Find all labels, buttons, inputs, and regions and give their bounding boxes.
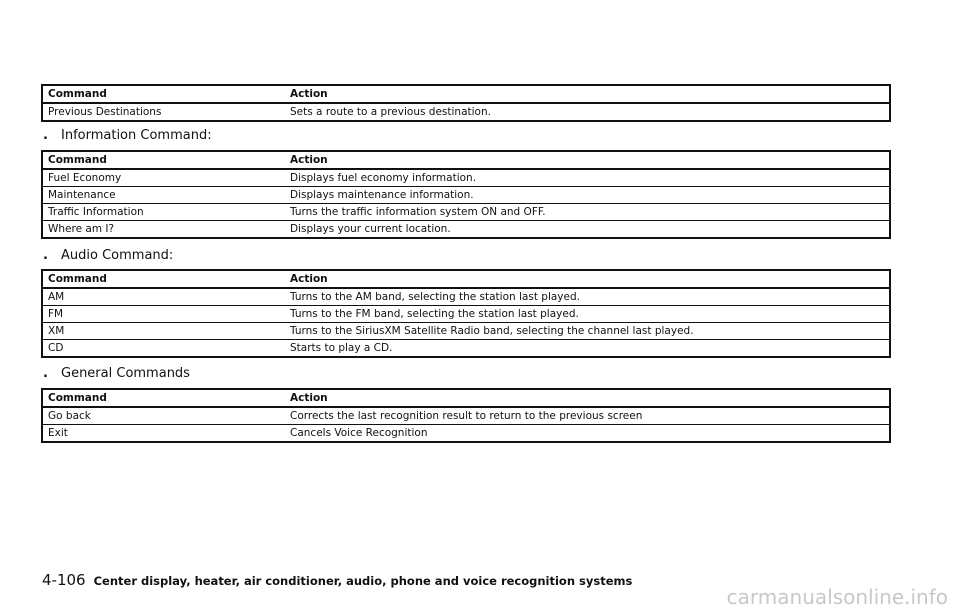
page-footer xyxy=(42,571,632,589)
table-row xyxy=(42,204,890,221)
general-commands-heading xyxy=(43,366,190,382)
table-row xyxy=(42,221,890,239)
action-cell: Turns to the FM band, selecting the station last played. xyxy=(285,306,890,323)
command-cell: Exit xyxy=(48,427,68,439)
information-command-heading xyxy=(43,128,212,144)
heading-text: General Commands xyxy=(61,366,190,381)
table-row xyxy=(42,288,890,306)
action-cell: Turns to the AM band, selecting the station last played. xyxy=(285,288,890,306)
command-cell: Maintenance xyxy=(42,187,285,204)
command-cell: FM xyxy=(42,306,285,323)
watermark: carmanualsonline.info xyxy=(726,585,948,609)
command-cell: AM xyxy=(42,288,285,306)
table-header-row xyxy=(42,270,890,288)
column-header-command: Command xyxy=(42,151,285,169)
action-cell: Turns to the SiriusXM Satellite Radio band, selecting the channel last played. xyxy=(285,323,890,340)
action-cell: Starts to play a CD. xyxy=(290,342,393,354)
section-title: Center display, heater, air conditioner, audio, phone and voice recognition systems xyxy=(93,574,633,588)
heading-text: Audio Command: xyxy=(61,248,174,263)
table-header-row xyxy=(42,85,890,103)
column-header-command: Command xyxy=(42,270,285,288)
command-cell: Previous Destinations xyxy=(48,106,162,118)
bullet-icon: . xyxy=(43,248,48,263)
table-row xyxy=(42,340,890,358)
action-cell: Turns the traffic information system ON and OFF. xyxy=(285,204,890,221)
command-cell: CD xyxy=(48,342,64,354)
table-row xyxy=(42,187,890,204)
page-number: 4-106 xyxy=(42,571,86,589)
action-cell: Displays maintenance information. xyxy=(285,187,890,204)
column-header-action: Action xyxy=(285,389,890,407)
command-cell: Where am I? xyxy=(48,223,115,235)
bullet-icon: . xyxy=(43,366,48,381)
bullet-icon: . xyxy=(43,128,48,143)
command-cell: Go back xyxy=(42,407,285,425)
audio-command-heading xyxy=(43,248,173,264)
column-header-command: Command xyxy=(42,389,285,407)
previous-destinations-table xyxy=(41,84,891,122)
table-row xyxy=(42,425,890,443)
table-row xyxy=(42,103,890,121)
general-commands-table xyxy=(41,388,891,443)
action-cell: Displays fuel economy information. xyxy=(285,169,890,187)
action-cell: Displays your current location. xyxy=(290,223,451,235)
heading-text: Information Command: xyxy=(61,128,212,143)
audio-command-table xyxy=(41,269,891,358)
action-cell: Sets a route to a previous destination. xyxy=(290,106,491,118)
action-cell: Cancels Voice Recognition xyxy=(290,427,428,439)
table-header-row xyxy=(42,389,890,407)
information-command-table xyxy=(41,150,891,239)
column-header-action: Action xyxy=(285,270,890,288)
command-cell: Fuel Economy xyxy=(42,169,285,187)
column-header-action: Action xyxy=(285,151,890,169)
table-row xyxy=(42,169,890,187)
table-row xyxy=(42,323,890,340)
table-row xyxy=(42,306,890,323)
action-cell: Corrects the last recognition result to return to the previous screen xyxy=(285,407,890,425)
command-cell: Traffic Information xyxy=(42,204,285,221)
command-cell: XM xyxy=(42,323,285,340)
column-header-action: Action xyxy=(285,85,890,103)
table-header-row xyxy=(42,151,890,169)
table-row xyxy=(42,407,890,425)
column-header-command: Command xyxy=(42,85,285,103)
